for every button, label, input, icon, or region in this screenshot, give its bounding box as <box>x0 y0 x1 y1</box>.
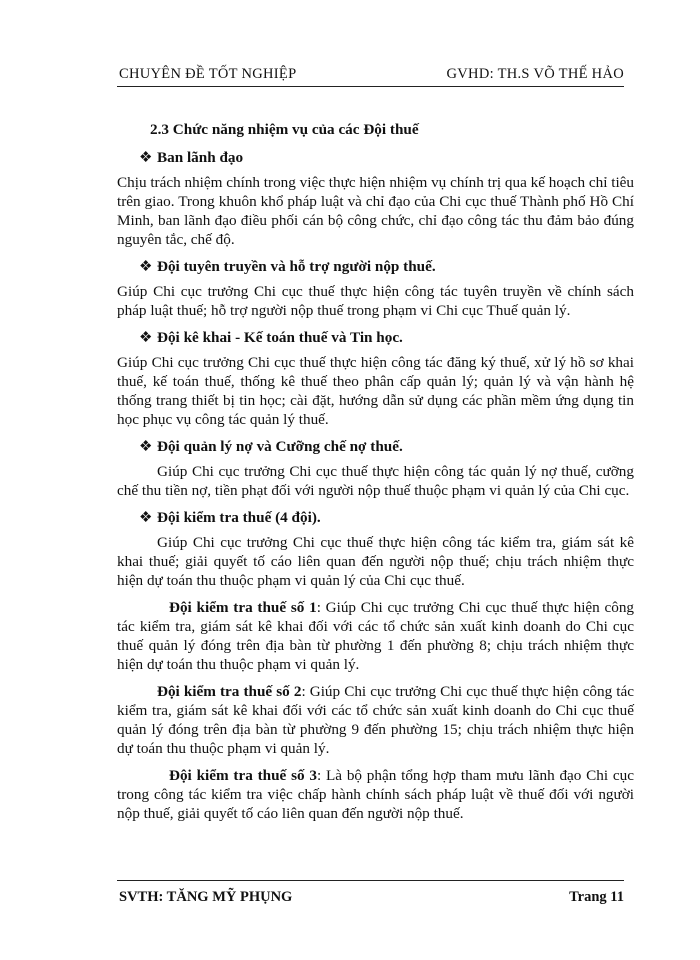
diamond-bullet-icon: ❖ <box>139 329 153 346</box>
item-title-ke-khai: ❖ Đội kê khai - Kế toán thuế và Tin học. <box>139 329 403 346</box>
paragraph-tuyen-truyen: Giúp Chi cục trưởng Chi cục thuế thực hiện công tác tuyên truyền về chính sách pháp luật thuế; hỗ trợ người nộp thuế trong phạm vi Chi cục Thuế quản lý. <box>117 283 634 319</box>
sub-item-label: Đội kiểm tra thuế số 1 <box>169 599 317 616</box>
diamond-bullet-icon: ❖ <box>139 438 153 455</box>
paragraph-doi-kiem-tra-2: Đội kiểm tra thuế số 2: Giúp Chi cục trưởng Chi cục thuế thực hiện công tác kiểm tra, giám sát kê khai đối với các tổ chức sản xuất kinh doanh do Chi cục thuế quản lý đóng trên địa bàn từ phường 9 đến phường 15; chịu trách nhiệm thực hiện dự toán thu thuộc phạm vi quản lý. <box>117 683 634 757</box>
item-title-tuyen-truyen: ❖ Đội tuyên truyền và hỗ trợ người nộp thuế. <box>139 258 436 275</box>
header-left: CHUYÊN ĐỀ TỐT NGHIỆP <box>119 66 297 82</box>
diamond-bullet-icon: ❖ <box>139 149 153 166</box>
paragraph-doi-kiem-tra-3: Đội kiểm tra thuế số 3: Là bộ phận tổng hợp tham mưu lãnh đạo Chi cục trong công tác kiểm tra việc chấp hành chính sách pháp luật về thuế đối với người nộp thuế, giải quyết tố cáo liên quan đến người nộp thuế. <box>117 767 634 822</box>
paragraph-ke-khai: Giúp Chi cục trưởng Chi cục thuế thực hiện công tác đăng ký thuế, xử lý hồ sơ khai thuế, kế toán thuế, thống kê thuế theo phân cấp quản lý; quản lý và vận hành hệ thống trang thiết bị tin học; cài đặt, hướng dẫn sử dụng các phần mềm ứng dụng tin học phục vụ công tác quản lý thuế. <box>117 354 634 428</box>
page-footer <box>117 880 624 905</box>
header-right: GVHD: TH.S VÕ THẾ HẢO <box>446 66 624 82</box>
footer-left: SVTH: TĂNG MỸ PHỤNG <box>119 889 293 905</box>
paragraph-ban-lanh-dao: Chịu trách nhiệm chính trong việc thực hiện nhiệm vụ chính trị qua kế hoạch chỉ tiêu trên giao. Trong khuôn khổ pháp luật và chỉ đạo của Chi cục thuế Thành phố Hồ Chí Minh, ban lãnh đạo điều phối cán bộ công chức, chỉ đạo công tác thu đảm bảo đúng nguyên tắc, chế độ. <box>117 174 634 248</box>
item-title-quan-ly-no: ❖ Đội quản lý nợ và Cưỡng chế nợ thuế. <box>139 438 403 455</box>
diamond-bullet-icon: ❖ <box>139 258 153 275</box>
item-title-kiem-tra: ❖ Đội kiểm tra thuế (4 đội). <box>139 509 321 526</box>
paragraph-doi-kiem-tra-1: Đội kiểm tra thuế số 1: Giúp Chi cục trưởng Chi cục thuế thực hiện công tác kiểm tra, giám sát kê khai đối với các tổ chức sản xuất kinh doanh do Chi cục thuế quản lý đóng trên địa bàn từ phường 1 đến phường 8; chịu trách nhiệm thực hiện dự toán thu thuộc phạm vi quản lý. <box>117 599 635 673</box>
page-number: Trang 11 <box>569 889 624 905</box>
paragraph-quan-ly-no: Giúp Chi cục trưởng Chi cục thuế thực hiện công tác quản lý nợ thuế, cưỡng chế thu tiền nợ, tiền phạt đối với người nộp thuế thuộc phạm vi quản lý của Chi cục. <box>117 463 634 499</box>
sub-item-label: Đội kiểm tra thuế số 2 <box>157 683 302 700</box>
page-header <box>117 66 624 87</box>
paragraph-kiem-tra: Giúp Chi cục trưởng Chi cục thuế thực hiện công tác kiểm tra, giám sát kê khai thuế; giải quyết tố cáo liên quan đến người nộp thuế; chịu trách nhiệm thực hiện dự toán thu thuộc phạm vi quản lý của Chi cục thuế. <box>117 534 634 589</box>
page-content <box>117 120 634 831</box>
sub-item-label: Đội kiểm tra thuế số 3 <box>169 767 317 784</box>
section-title: 2.3 Chức năng nhiệm vụ của các Đội thuế <box>150 121 419 138</box>
diamond-bullet-icon: ❖ <box>139 509 153 526</box>
item-title-ban-lanh-dao: ❖ Ban lãnh đạo <box>139 149 244 166</box>
